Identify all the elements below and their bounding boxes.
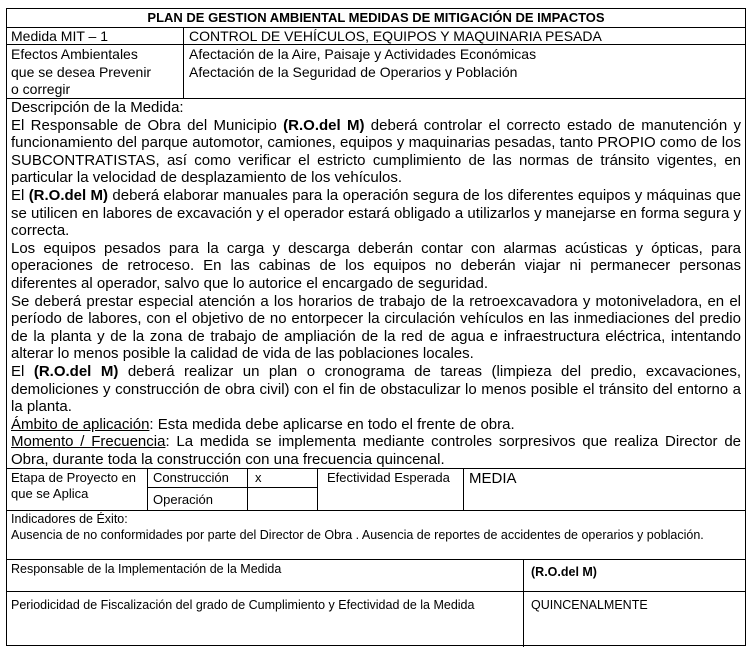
etapa-construccion: Construcción xyxy=(153,470,229,485)
rule-resp-col xyxy=(523,559,524,647)
rule-etapa-3 xyxy=(317,468,318,510)
descripcion-p3: Los equipos pesados para la carga y descarga deberán contar con alarmas acústicas y ópticas, para operaciones de retroceso. En las cabinas de los equipos no deberán viajar ni permanecer personas diferentes al operador, salvo que lo autorice el encargado de seguridad. xyxy=(11,239,741,292)
efectos-values xyxy=(189,46,739,81)
efectividad-label: Efectividad Esperada xyxy=(327,470,450,485)
etapa-operacion: Operación xyxy=(153,492,213,507)
responsable-label: Responsable de la Implementación de la Medida xyxy=(11,562,282,576)
medida-label: Medida MIT – 1 xyxy=(11,28,109,44)
descripcion-p4: Se deberá prestar especial atención a los horarios de trabajo de la retroexcavadora y motoniveladora, en el período de labores, con el objetivo de no entorpecer la circulación vehículos en las inmediaciones del predio de la planta y de la zona de trabajo de ampliación de la red de agua e infraestructura eléctrica, intentando alterar lo menos posible la calidad de vida de las poblaciones locales. xyxy=(11,292,741,363)
efectividad-value: MEDIA xyxy=(469,470,517,487)
descripcion-block xyxy=(11,99,741,468)
etapa-construccion-mark: x xyxy=(255,470,262,485)
page-title: PLAN DE GESTION AMBIENTAL MEDIDAS DE MITIGACIÓN DE IMPACTOS xyxy=(147,10,605,25)
etapa-label: Etapa de Proyecto en que se Aplica xyxy=(11,470,137,501)
descripcion-heading: Descripción de la Medida: xyxy=(11,99,184,116)
descripcion-p5: El (R.O.del M) deberá realizar un plan o cronograma de tareas (limpieza del predio, excavaciones, demoliciones y construcción de obra civil) con el fin de obstaculizar lo menos posible el tránsito del entorno a la planta. xyxy=(11,362,741,416)
periodicidad-value: QUINCENALMENTE xyxy=(531,598,648,612)
rule-etapa-1 xyxy=(147,468,148,510)
rule-etapa xyxy=(7,510,745,511)
rule-etapa-4 xyxy=(463,468,464,510)
responsable-value: (R.O.del M) xyxy=(531,565,597,579)
rule-etapa-2 xyxy=(247,468,248,510)
rule-indicadores xyxy=(7,559,745,560)
ambito: Ámbito de aplicación: Esta medida debe aplicarse en todo el frente de obra. xyxy=(11,415,515,433)
efectos-label: Efectos Ambientales que se desea Prevenir o corregir xyxy=(11,46,152,97)
periodicidad-label: Periodicidad de Fiscalización del grado de Cumplimiento y Efectividad de la Medida xyxy=(11,598,475,612)
momento: Momento / Frecuencia: La medida se implementa mediante controles sorpresivos que realiza Director de Obra, durante toda la construcción con una frecuencia quincenal. xyxy=(11,433,741,468)
descripcion-p2: El (R.O.del M) deberá elaborar manuales para la operación segura de los diferentes equipos y máquinas que se utilicen en labores de excavación y el operador estará obligado a utilizarlos y manejarse en forma segura y correcta. xyxy=(11,186,741,240)
rule-responsable xyxy=(7,591,745,592)
indicadores-text: Ausencia de no conformidades por parte del Director de Obra . Ausencia de reportes de accidentes de operarios y población. xyxy=(11,528,704,542)
indicadores-heading: Indicadores de Éxito: xyxy=(11,512,128,526)
measure-table xyxy=(6,8,746,646)
efecto-item: Afectación de la Aire, Paisaje y Actividades Económicas xyxy=(189,46,537,62)
rule-col-label xyxy=(183,27,184,98)
rule-etapa-mid xyxy=(147,487,317,488)
efecto-item: Afectación de la Seguridad de Operarios y Población xyxy=(189,63,518,80)
descripcion-p1: El Responsable de Obra del Municipio (R.O.del M) deberá controlar el correcto estado de manutención y funcionamiento del parque automotor, camiones, equipos y maquinarias pesadas, tanto PROPIO como de los SUBCONTRATISTAS, así como verificar el estricto cumplimiento de las normas de tránsito vigentes, en particular la velocidad de desplazamiento de los vehículos. xyxy=(11,116,741,187)
medida-value: CONTROL DE VEHÍCULOS, EQUIPOS Y MAQUINARIA PESADA xyxy=(189,28,602,44)
